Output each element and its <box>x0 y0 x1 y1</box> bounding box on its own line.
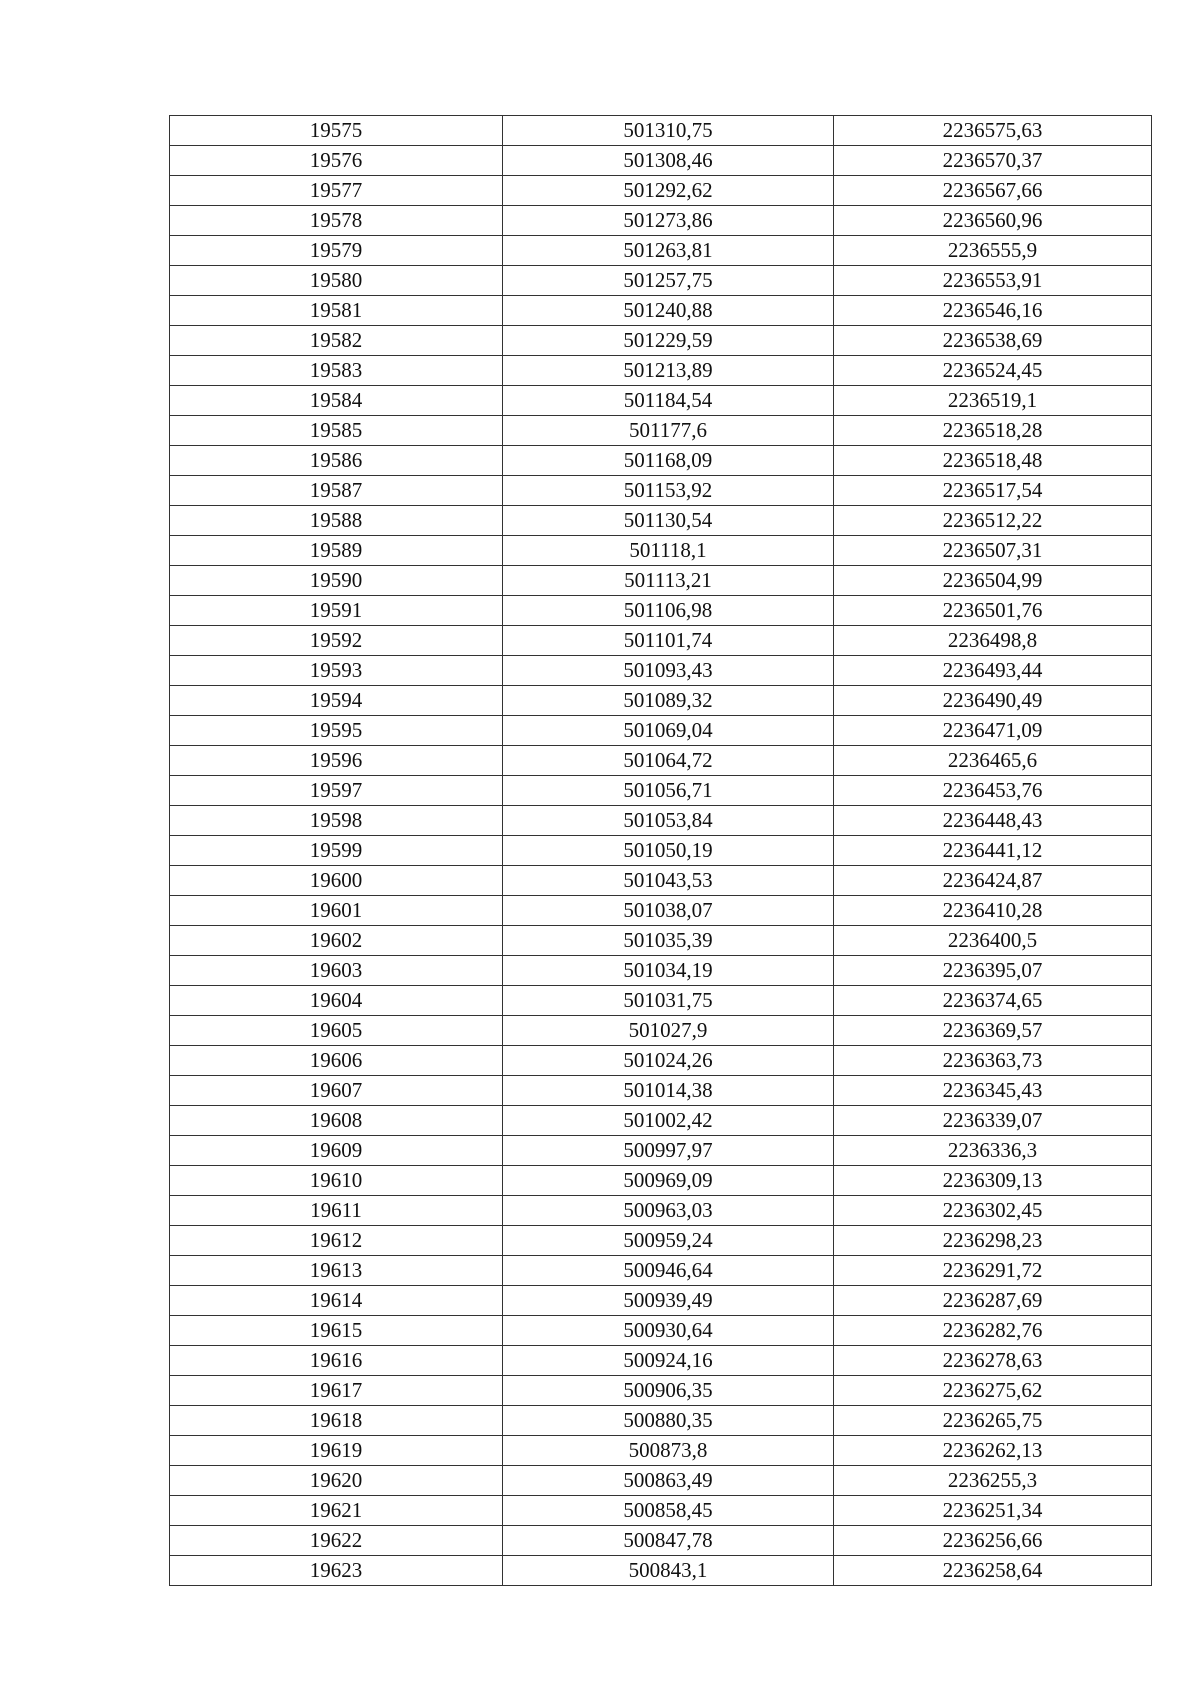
y-coordinate-cell: 2236512,22 <box>834 506 1152 536</box>
x-coordinate-cell: 501292,62 <box>503 176 834 206</box>
table-row <box>170 836 1152 866</box>
table-row <box>170 266 1152 296</box>
table-row <box>170 1106 1152 1136</box>
y-coordinate-cell: 2236538,69 <box>834 326 1152 356</box>
x-coordinate-cell: 501310,75 <box>503 116 834 146</box>
point-number-cell: 19619 <box>170 1436 503 1466</box>
x-coordinate-cell: 501273,86 <box>503 206 834 236</box>
point-number-cell: 19582 <box>170 326 503 356</box>
x-coordinate-cell: 500847,78 <box>503 1526 834 1556</box>
table-row <box>170 146 1152 176</box>
point-number-cell: 19586 <box>170 446 503 476</box>
y-coordinate-cell: 2236278,63 <box>834 1346 1152 1376</box>
point-number-cell: 19596 <box>170 746 503 776</box>
table-row <box>170 416 1152 446</box>
point-number-cell: 19603 <box>170 956 503 986</box>
point-number-cell: 19580 <box>170 266 503 296</box>
table-row <box>170 386 1152 416</box>
x-coordinate-cell: 500963,03 <box>503 1196 834 1226</box>
y-coordinate-cell: 2236410,28 <box>834 896 1152 926</box>
x-coordinate-cell: 501184,54 <box>503 386 834 416</box>
y-coordinate-cell: 2236369,57 <box>834 1016 1152 1046</box>
table-row <box>170 1226 1152 1256</box>
table-row <box>170 1136 1152 1166</box>
point-number-cell: 19581 <box>170 296 503 326</box>
point-number-cell: 19592 <box>170 626 503 656</box>
y-coordinate-cell: 2236518,28 <box>834 416 1152 446</box>
table-row <box>170 626 1152 656</box>
table-row <box>170 1376 1152 1406</box>
point-number-cell: 19623 <box>170 1556 503 1586</box>
point-number-cell: 19597 <box>170 776 503 806</box>
y-coordinate-cell: 2236490,49 <box>834 686 1152 716</box>
x-coordinate-cell: 500930,64 <box>503 1316 834 1346</box>
x-coordinate-cell: 501089,32 <box>503 686 834 716</box>
table-row <box>170 506 1152 536</box>
table-row <box>170 716 1152 746</box>
point-number-cell: 19593 <box>170 656 503 686</box>
table-row <box>170 566 1152 596</box>
point-number-cell: 19600 <box>170 866 503 896</box>
point-number-cell: 19616 <box>170 1346 503 1376</box>
y-coordinate-cell: 2236275,62 <box>834 1376 1152 1406</box>
x-coordinate-cell: 500873,8 <box>503 1436 834 1466</box>
y-coordinate-cell: 2236507,31 <box>834 536 1152 566</box>
table-row <box>170 326 1152 356</box>
y-coordinate-cell: 2236471,09 <box>834 716 1152 746</box>
x-coordinate-cell: 500880,35 <box>503 1406 834 1436</box>
table-row <box>170 1076 1152 1106</box>
point-number-cell: 19584 <box>170 386 503 416</box>
x-coordinate-cell: 501177,6 <box>503 416 834 446</box>
y-coordinate-cell: 2236291,72 <box>834 1256 1152 1286</box>
point-number-cell: 19588 <box>170 506 503 536</box>
table-row <box>170 746 1152 776</box>
y-coordinate-cell: 2236345,43 <box>834 1076 1152 1106</box>
point-number-cell: 19594 <box>170 686 503 716</box>
table-row <box>170 1466 1152 1496</box>
y-coordinate-cell: 2236262,13 <box>834 1436 1152 1466</box>
table-row <box>170 926 1152 956</box>
y-coordinate-cell: 2236504,99 <box>834 566 1152 596</box>
point-number-cell: 19598 <box>170 806 503 836</box>
table-row <box>170 1256 1152 1286</box>
x-coordinate-cell: 501053,84 <box>503 806 834 836</box>
table-row <box>170 206 1152 236</box>
coordinates-table <box>169 115 1152 1586</box>
x-coordinate-cell: 501002,42 <box>503 1106 834 1136</box>
x-coordinate-cell: 501168,09 <box>503 446 834 476</box>
x-coordinate-cell: 501056,71 <box>503 776 834 806</box>
x-coordinate-cell: 500843,1 <box>503 1556 834 1586</box>
x-coordinate-cell: 501031,75 <box>503 986 834 1016</box>
table-row <box>170 1406 1152 1436</box>
y-coordinate-cell: 2236339,07 <box>834 1106 1152 1136</box>
table-row <box>170 1556 1152 1586</box>
table-row <box>170 356 1152 386</box>
point-number-cell: 19575 <box>170 116 503 146</box>
point-number-cell: 19605 <box>170 1016 503 1046</box>
point-number-cell: 19576 <box>170 146 503 176</box>
point-number-cell: 19587 <box>170 476 503 506</box>
point-number-cell: 19613 <box>170 1256 503 1286</box>
point-number-cell: 19591 <box>170 596 503 626</box>
y-coordinate-cell: 2236298,23 <box>834 1226 1152 1256</box>
point-number-cell: 19595 <box>170 716 503 746</box>
y-coordinate-cell: 2236395,07 <box>834 956 1152 986</box>
y-coordinate-cell: 2236251,34 <box>834 1496 1152 1526</box>
y-coordinate-cell: 2236448,43 <box>834 806 1152 836</box>
y-coordinate-cell: 2236560,96 <box>834 206 1152 236</box>
table-row <box>170 956 1152 986</box>
table-row <box>170 176 1152 206</box>
y-coordinate-cell: 2236524,45 <box>834 356 1152 386</box>
x-coordinate-cell: 500858,45 <box>503 1496 834 1526</box>
point-number-cell: 19590 <box>170 566 503 596</box>
point-number-cell: 19585 <box>170 416 503 446</box>
table-row <box>170 986 1152 1016</box>
y-coordinate-cell: 2236265,75 <box>834 1406 1152 1436</box>
x-coordinate-cell: 501038,07 <box>503 896 834 926</box>
table-row <box>170 1196 1152 1226</box>
x-coordinate-cell: 500946,64 <box>503 1256 834 1286</box>
x-coordinate-cell: 500959,24 <box>503 1226 834 1256</box>
x-coordinate-cell: 500924,16 <box>503 1346 834 1376</box>
table-row <box>170 1346 1152 1376</box>
point-number-cell: 19578 <box>170 206 503 236</box>
point-number-cell: 19602 <box>170 926 503 956</box>
coordinates-table-body <box>170 116 1152 1586</box>
y-coordinate-cell: 2236424,87 <box>834 866 1152 896</box>
point-number-cell: 19618 <box>170 1406 503 1436</box>
y-coordinate-cell: 2236336,3 <box>834 1136 1152 1166</box>
y-coordinate-cell: 2236501,76 <box>834 596 1152 626</box>
x-coordinate-cell: 501130,54 <box>503 506 834 536</box>
y-coordinate-cell: 2236546,16 <box>834 296 1152 326</box>
x-coordinate-cell: 501050,19 <box>503 836 834 866</box>
table-row <box>170 1436 1152 1466</box>
x-coordinate-cell: 501308,46 <box>503 146 834 176</box>
y-coordinate-cell: 2236363,73 <box>834 1046 1152 1076</box>
table-row <box>170 236 1152 266</box>
table-row <box>170 1016 1152 1046</box>
x-coordinate-cell: 501240,88 <box>503 296 834 326</box>
table-row <box>170 1166 1152 1196</box>
y-coordinate-cell: 2236258,64 <box>834 1556 1152 1586</box>
x-coordinate-cell: 501101,74 <box>503 626 834 656</box>
y-coordinate-cell: 2236255,3 <box>834 1466 1152 1496</box>
x-coordinate-cell: 501035,39 <box>503 926 834 956</box>
y-coordinate-cell: 2236302,45 <box>834 1196 1152 1226</box>
y-coordinate-cell: 2236465,6 <box>834 746 1152 776</box>
x-coordinate-cell: 500906,35 <box>503 1376 834 1406</box>
table-row <box>170 476 1152 506</box>
table-row <box>170 446 1152 476</box>
point-number-cell: 19621 <box>170 1496 503 1526</box>
table-row <box>170 536 1152 566</box>
table-row <box>170 1496 1152 1526</box>
point-number-cell: 19610 <box>170 1166 503 1196</box>
point-number-cell: 19604 <box>170 986 503 1016</box>
y-coordinate-cell: 2236256,66 <box>834 1526 1152 1556</box>
x-coordinate-cell: 501229,59 <box>503 326 834 356</box>
y-coordinate-cell: 2236555,9 <box>834 236 1152 266</box>
point-number-cell: 19583 <box>170 356 503 386</box>
y-coordinate-cell: 2236441,12 <box>834 836 1152 866</box>
point-number-cell: 19617 <box>170 1376 503 1406</box>
x-coordinate-cell: 500969,09 <box>503 1166 834 1196</box>
point-number-cell: 19579 <box>170 236 503 266</box>
point-number-cell: 19577 <box>170 176 503 206</box>
y-coordinate-cell: 2236575,63 <box>834 116 1152 146</box>
y-coordinate-cell: 2236567,66 <box>834 176 1152 206</box>
point-number-cell: 19611 <box>170 1196 503 1226</box>
y-coordinate-cell: 2236517,54 <box>834 476 1152 506</box>
point-number-cell: 19620 <box>170 1466 503 1496</box>
table-row <box>170 896 1152 926</box>
x-coordinate-cell: 501014,38 <box>503 1076 834 1106</box>
point-number-cell: 19606 <box>170 1046 503 1076</box>
x-coordinate-cell: 501113,21 <box>503 566 834 596</box>
x-coordinate-cell: 500997,97 <box>503 1136 834 1166</box>
y-coordinate-cell: 2236282,76 <box>834 1316 1152 1346</box>
y-coordinate-cell: 2236374,65 <box>834 986 1152 1016</box>
x-coordinate-cell: 500939,49 <box>503 1286 834 1316</box>
point-number-cell: 19608 <box>170 1106 503 1136</box>
x-coordinate-cell: 501257,75 <box>503 266 834 296</box>
x-coordinate-cell: 501024,26 <box>503 1046 834 1076</box>
table-row <box>170 1526 1152 1556</box>
x-coordinate-cell: 501093,43 <box>503 656 834 686</box>
x-coordinate-cell: 501118,1 <box>503 536 834 566</box>
x-coordinate-cell: 501027,9 <box>503 1016 834 1046</box>
y-coordinate-cell: 2236493,44 <box>834 656 1152 686</box>
table-row <box>170 776 1152 806</box>
table-row <box>170 1046 1152 1076</box>
table-row <box>170 296 1152 326</box>
table-row <box>170 686 1152 716</box>
x-coordinate-cell: 501043,53 <box>503 866 834 896</box>
y-coordinate-cell: 2236309,13 <box>834 1166 1152 1196</box>
x-coordinate-cell: 500863,49 <box>503 1466 834 1496</box>
x-coordinate-cell: 501069,04 <box>503 716 834 746</box>
y-coordinate-cell: 2236553,91 <box>834 266 1152 296</box>
table-row <box>170 806 1152 836</box>
x-coordinate-cell: 501153,92 <box>503 476 834 506</box>
point-number-cell: 19612 <box>170 1226 503 1256</box>
y-coordinate-cell: 2236570,37 <box>834 146 1152 176</box>
table-row <box>170 866 1152 896</box>
point-number-cell: 19622 <box>170 1526 503 1556</box>
table-row <box>170 596 1152 626</box>
y-coordinate-cell: 2236287,69 <box>834 1286 1152 1316</box>
x-coordinate-cell: 501064,72 <box>503 746 834 776</box>
point-number-cell: 19601 <box>170 896 503 926</box>
y-coordinate-cell: 2236498,8 <box>834 626 1152 656</box>
x-coordinate-cell: 501106,98 <box>503 596 834 626</box>
point-number-cell: 19589 <box>170 536 503 566</box>
y-coordinate-cell: 2236400,5 <box>834 926 1152 956</box>
point-number-cell: 19607 <box>170 1076 503 1106</box>
point-number-cell: 19609 <box>170 1136 503 1166</box>
y-coordinate-cell: 2236453,76 <box>834 776 1152 806</box>
y-coordinate-cell: 2236519,1 <box>834 386 1152 416</box>
point-number-cell: 19614 <box>170 1286 503 1316</box>
y-coordinate-cell: 2236518,48 <box>834 446 1152 476</box>
x-coordinate-cell: 501263,81 <box>503 236 834 266</box>
x-coordinate-cell: 501213,89 <box>503 356 834 386</box>
table-row <box>170 1286 1152 1316</box>
table-row <box>170 656 1152 686</box>
table-row <box>170 1316 1152 1346</box>
point-number-cell: 19615 <box>170 1316 503 1346</box>
x-coordinate-cell: 501034,19 <box>503 956 834 986</box>
table-row <box>170 116 1152 146</box>
point-number-cell: 19599 <box>170 836 503 866</box>
